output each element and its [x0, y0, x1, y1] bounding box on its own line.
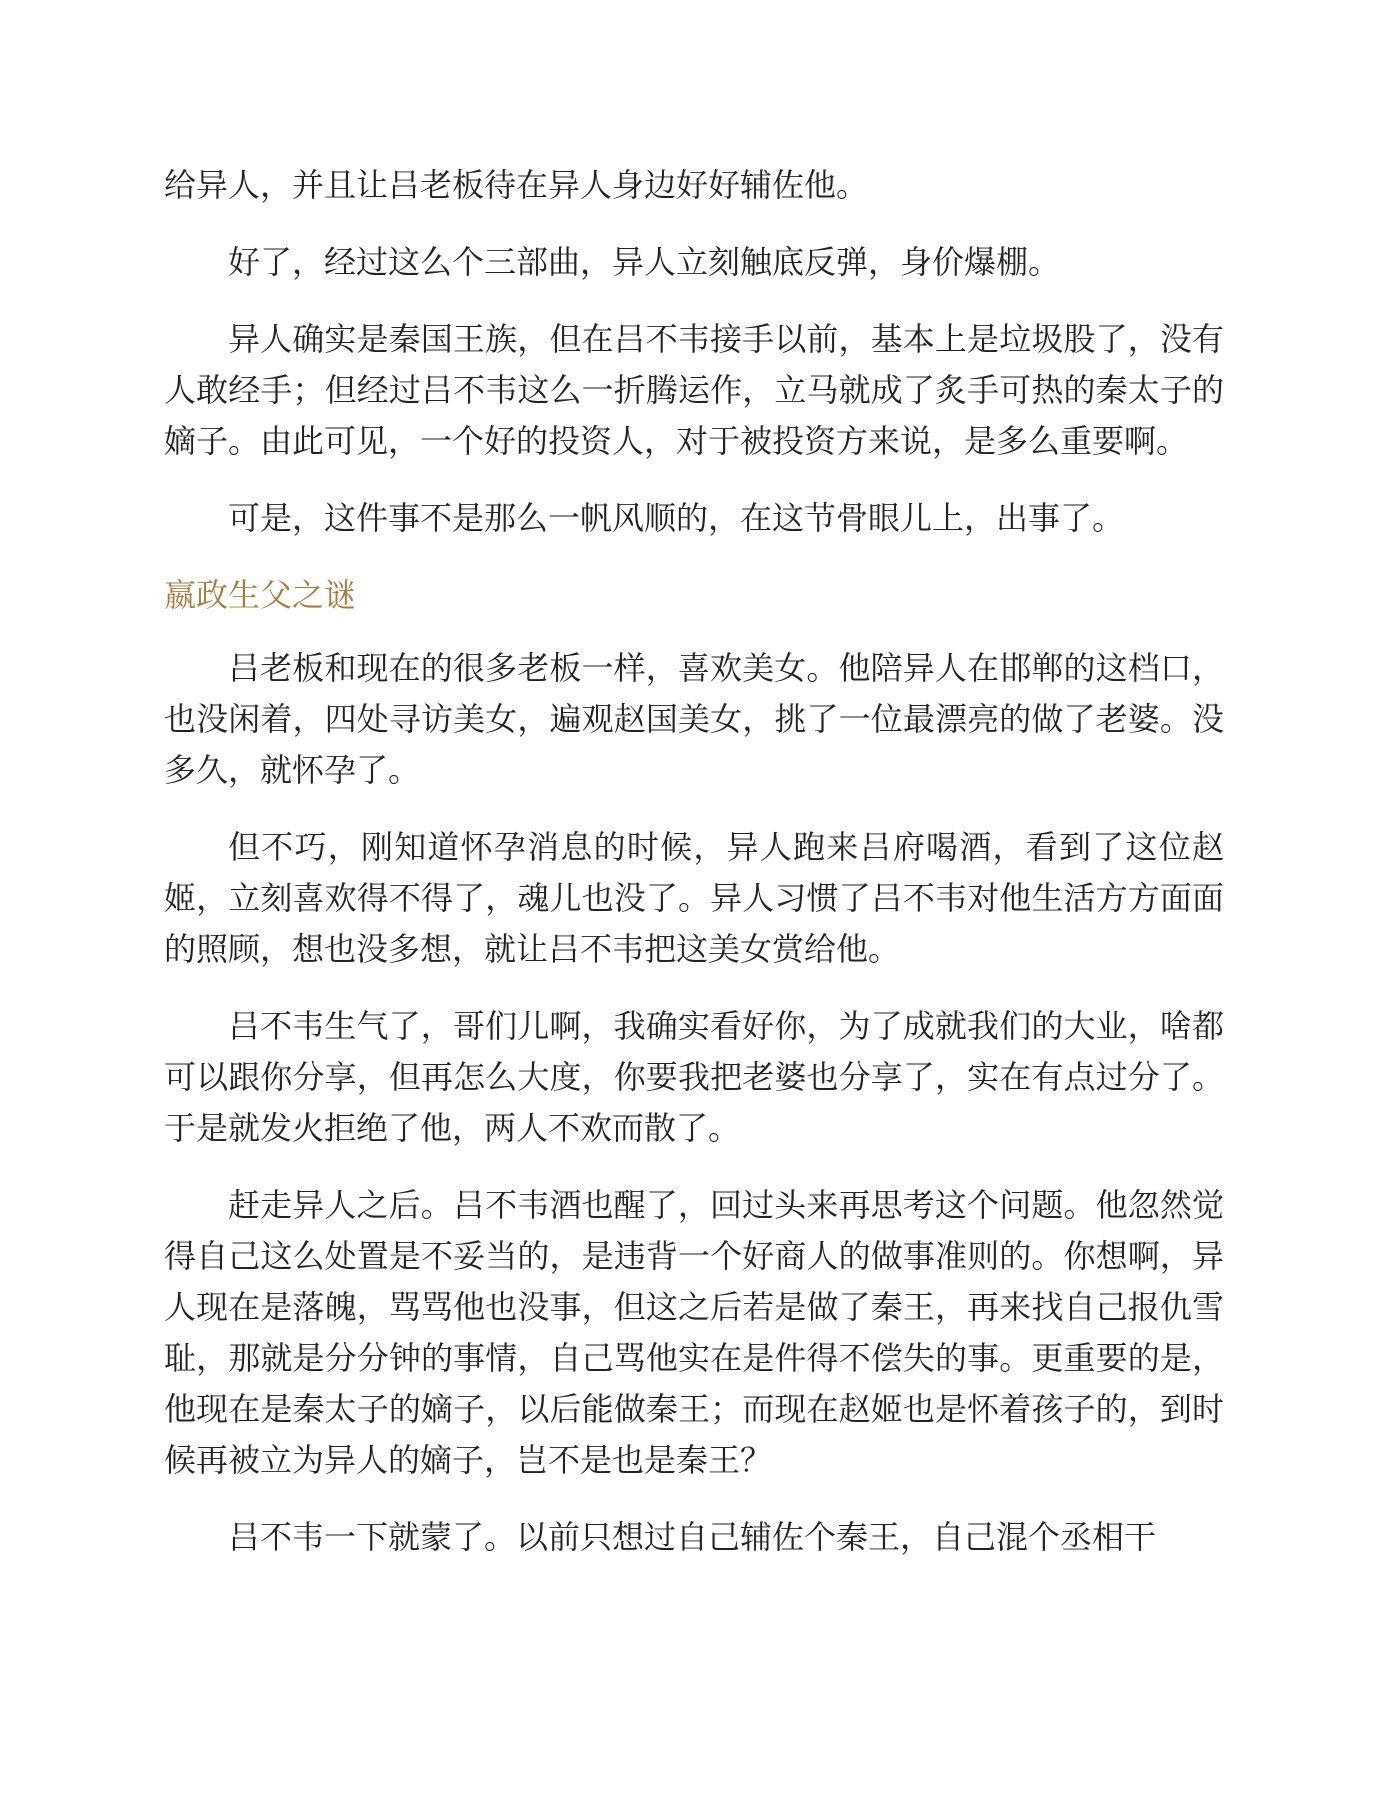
paragraph: 好了，经过这么个三部曲，异人立刻触底反弹，身价爆棚。 [228, 243, 1061, 281]
paragraph: 但不巧，刚知道怀孕消息的时候，异人跑来吕府喝酒，看到了这位赵姬，立刻喜欢得不得了，魂儿也没了。异人习惯了吕不韦对他生活方方面面的照顾，想也没多想，就让吕不韦把这美女赏给他。 [164, 828, 1224, 968]
paragraph-continued: 给异人，并且让吕老板待在异人身边好好辅佐他。 [164, 166, 869, 204]
section-heading: 嬴政生父之谜 [164, 576, 357, 614]
paragraph-truncated: 吕不韦一下就蒙了。以前只想过自己辅佐个秦王，自己混个丞相干 [228, 1518, 1157, 1556]
paragraph: 异人确实是秦国王族，但在吕不韦接手以前，基本上是垃圾股了，没有人敢经手；但经过吕不韦这么一折腾运作，立马就成了炙手可热的秦太子的嫡子。由此可见，一个好的投资人，对于被投资方来说，是多么重要啊。 [164, 320, 1224, 460]
document-body [164, 160, 1224, 1589]
paragraph: 吕不韦生气了，哥们儿啊，我确实看好你，为了成就我们的大业，啥都可以跟你分享，但再怎么大度，你要我把老婆也分享了，实在有点过分了。于是就发火拒绝了他，两人不欢而散了。 [164, 1007, 1224, 1147]
paragraph: 吕老板和现在的很多老板一样，喜欢美女。他陪异人在邯郸的这档口，也没闲着，四处寻访美女，遍观赵国美女，挑了一位最漂亮的做了老婆。没多久，就怀孕了。 [164, 649, 1224, 789]
paragraph: 可是，这件事不是那么一帆风顺的，在这节骨眼儿上，出事了。 [228, 499, 1125, 537]
paragraph: 赶走异人之后。吕不韦酒也醒了，回过头来再思考这个问题。他忽然觉得自己这么处置是不妥当的，是违背一个好商人的做事准则的。你想啊，异人现在是落魄，骂骂他也没事，但这之后若是做了秦王，再来找自己报仇雪耻，那就是分分钟的事情，自己骂他实在是件得不偿失的事。更重要的是，他现在是秦太子的嫡子，以后能做秦王；而现在赵姬也是怀着孩子的，到时候再被立为异人的嫡子，岂不是也是秦王？ [164, 1186, 1224, 1479]
